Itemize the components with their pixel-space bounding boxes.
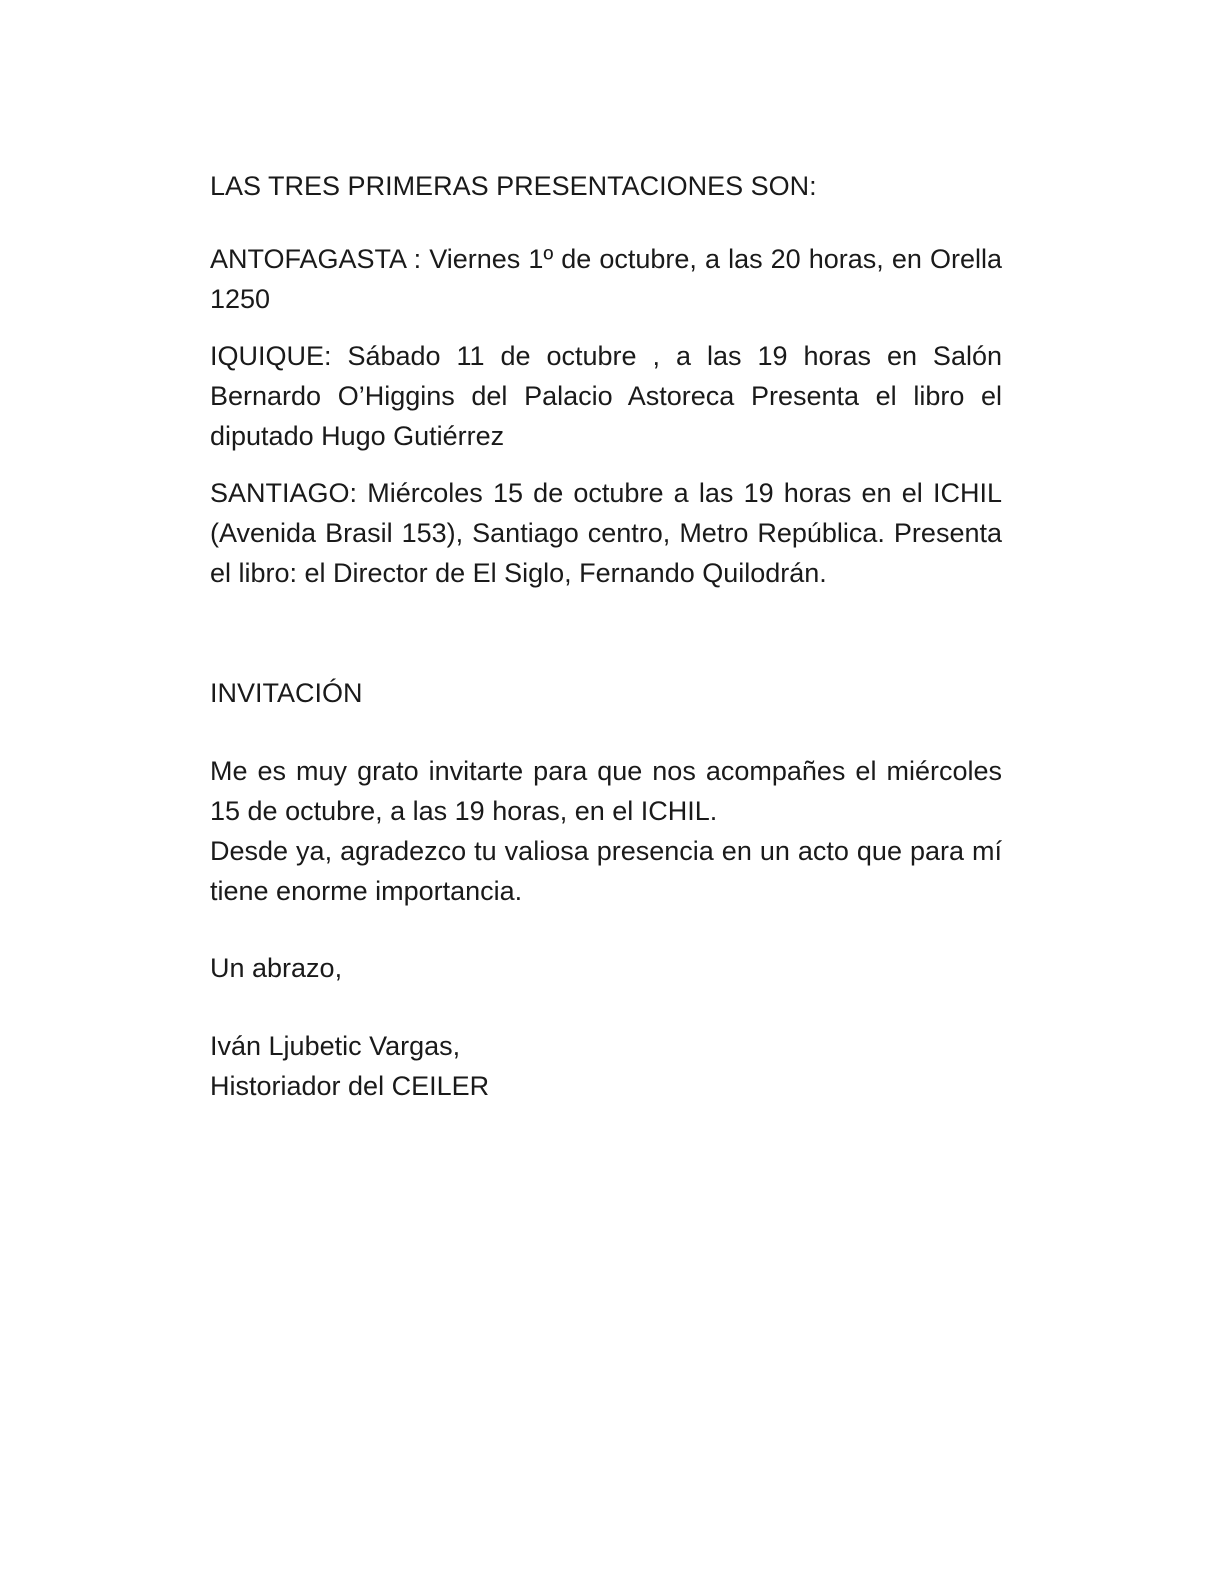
presentation-antofagasta: ANTOFAGASTA : Viernes 1º de octubre, a las 20 horas, en Orella 1250 [210,244,1002,314]
signature-title: Historiador del CEILER [210,1071,490,1101]
presentation-iquique: IQUIQUE: Sábado 11 de octubre , a las 19 horas en Salón Bernardo O’Higgins del Palacio Astoreca Presenta el libro el diputado Hugo Gutiérrez [210,341,1002,451]
presentation-santiago: SANTIAGO: Miércoles 15 de octubre a las 19 horas en el ICHIL (Avenida Brasil 153), Santiago centro, Metro República. Presenta el libro: el Director de El Siglo, Fernando Quilodrán. [210,478,1002,588]
closing-line: Un abrazo, [210,953,343,983]
invitation-paragraph-1: Me es muy grato invitarte para que nos acompañes el miércoles 15 de octubre, a las 19 horas, en el ICHIL. [210,756,1002,826]
presentations-heading: LAS TRES PRIMERAS PRESENTACIONES SON: [210,171,817,201]
invitation-heading: INVITACIÓN [210,678,363,708]
invitation-paragraph-2: Desde ya, agradezco tu valiosa presencia en un acto que para mí tiene enorme importancia. [210,836,1002,906]
signature-name: Iván Ljubetic Vargas, [210,1031,461,1061]
letter-body [210,166,1002,1106]
